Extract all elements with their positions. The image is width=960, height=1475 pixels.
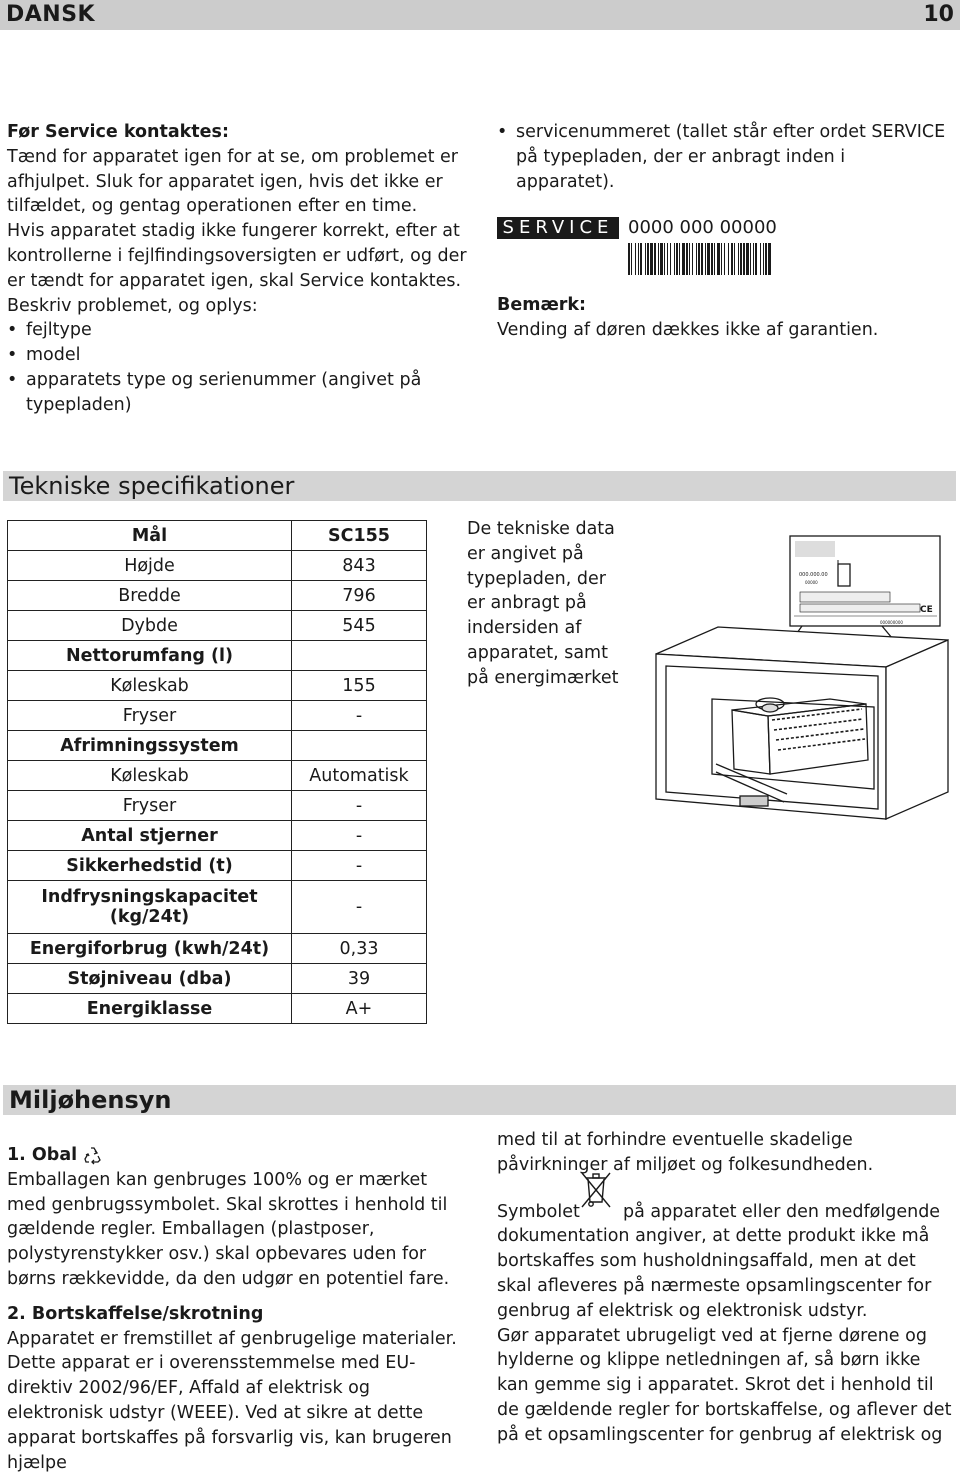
spec-row — [8, 761, 427, 791]
spec-value: 39 — [292, 964, 427, 994]
barcode-graphic — [628, 243, 774, 275]
packaging-text: Emballagen kan genbruges 100% og er mærket med genbrugssymbolet. Skal skrottes i henhold til gældende regler. Emballagen (plastposer, polystyrenstykker osv.) skal opbevares uden for børns rækkevidde, da den udgør en potentiel fare. — [7, 1169, 450, 1289]
note-text: Vending af døren dækkes ikke af garantien. — [497, 319, 879, 340]
info-item-type-serial: • apparatets type og serienummer (angivet på typepladen) — [7, 368, 467, 418]
info-item-service-number: • servicenummeret (tallet står efter ordet SERVICE på typepladen, der er anbragt inden i apparatet). — [497, 120, 947, 194]
spec-value: A+ — [292, 994, 427, 1024]
service-before-para3: Beskriv problemet, og oplys: — [7, 295, 258, 316]
spec-label: Energiklasse — [8, 994, 292, 1024]
spec-value: Automatisk — [292, 761, 427, 791]
spec-row — [8, 881, 427, 934]
spec-row — [8, 701, 427, 731]
packaging-heading-row — [7, 1143, 470, 1168]
symbol-word: Symbolet — [497, 1201, 580, 1222]
spec-row — [8, 521, 427, 551]
spec-value: - — [292, 851, 427, 881]
ce-mark: CE — [920, 605, 933, 615]
spec-row — [8, 611, 427, 641]
spec-side-text: De tekniske data er angivet på typepladen, der er anbragt på indersiden af apparatet, samt på energimærket — [467, 519, 619, 688]
info-item-model: • model — [7, 343, 467, 368]
tech-specs-header — [3, 471, 956, 501]
plate-number-1: 000.000.00 — [799, 572, 828, 578]
disposal-text: Apparatet er fremstillet af genbrugelige materialer. Dette apparat er i overensstemmelse med EU-direktiv 2002/96/EF, Affald af elektrisk og elektronisk udstyr (WEEE). Ved at sikre at dette apparat bortskaffes på forsvarlig vis, kan brugeren hjælpe — [7, 1328, 457, 1473]
plate-number-2: 00000 — [805, 580, 818, 585]
spec-label: Afrimningssystem — [8, 731, 292, 761]
service-label-box: SERVICE — [497, 217, 619, 239]
recycle-icon — [83, 1145, 103, 1165]
spec-label: Køleskab — [8, 761, 292, 791]
spec-row — [8, 641, 427, 671]
language-label: DANSK — [6, 2, 96, 27]
weee-text-2: på apparatet eller den medfølgende dokumentation angiver, at dette produkt ikke må bortskaffes som husholdningsaffald, men at det skal afleveres på nærmeste opsamlingscenter for genbrug af elektrisk og elektronisk udstyr. — [497, 1201, 941, 1321]
spec-row — [8, 821, 427, 851]
spec-label: Fryser — [8, 701, 292, 731]
spec-value: - — [292, 701, 427, 731]
spec-row — [8, 551, 427, 581]
spec-value: 843 — [292, 551, 427, 581]
note-heading: Bemærk: — [497, 295, 587, 315]
spec-table — [7, 520, 427, 1024]
spec-row — [8, 851, 427, 881]
service-before-section — [7, 120, 467, 418]
info-list — [7, 318, 467, 417]
spec-value — [292, 641, 427, 671]
spec-label: Højde — [8, 551, 292, 581]
environment-title: Miljøhensyn — [9, 1086, 172, 1114]
header-bar — [0, 0, 960, 30]
plate-number-3: 000000000 — [880, 620, 903, 625]
service-before-heading: Før Service kontaktes: — [7, 122, 229, 142]
appliance-illustration — [652, 524, 952, 820]
environment-left-column — [7, 1143, 470, 1475]
spec-value: - — [292, 791, 427, 821]
spec-row — [8, 581, 427, 611]
note-section — [497, 293, 947, 343]
service-before-para2: Hvis apparatet stadig ikke fungerer korrekt, efter at kontrollerne i fejlfindingsoversigten er udført, og der er tændt for apparatet igen, skal Service kontaktes. — [7, 221, 467, 291]
spec-value — [292, 731, 427, 761]
spec-row — [8, 671, 427, 701]
spec-value: 545 — [292, 611, 427, 641]
spec-row — [8, 994, 427, 1024]
spec-row — [8, 964, 427, 994]
weee-symbol-paragraph — [497, 1200, 952, 1324]
page-number: 10 — [923, 2, 954, 27]
spec-label: Dybde — [8, 611, 292, 641]
service-number: 0000 000 00000 — [628, 217, 777, 238]
weee-crossed-bin-icon — [579, 1170, 613, 1210]
packaging-heading: 1. Obal — [7, 1145, 78, 1165]
info-item-error-type: • fejltype — [7, 318, 467, 343]
spec-label: Fryser — [8, 791, 292, 821]
environment-right-column — [497, 1128, 952, 1448]
spec-label: Energiforbrug (kwh/24t) — [8, 934, 292, 964]
spec-row — [8, 791, 427, 821]
spec-label: Bredde — [8, 581, 292, 611]
spec-label: Mål — [8, 521, 292, 551]
weee-text-3: Gør apparatet ubrugeligt ved at fjerne dørene og hylderne og klippe netledningen af, så børn ikke kan gemme sig i apparatet. Skrot det i henhold til de gældende regler for bortskaffelse, og aflever det på et opsamlingscenter for genbrug af elektrisk og — [497, 1325, 952, 1445]
spec-row — [8, 731, 427, 761]
spec-value: 155 — [292, 671, 427, 701]
service-before-para1: Tænd for apparatet igen for at se, om problemet er afhjulpet. Sluk for apparatet igen, hvis det ikke er tilfældet, og gentag operationen efter en time. — [7, 146, 458, 217]
spec-value: SC155 — [292, 521, 427, 551]
weee-text-1: med til at forhindre eventuelle skadelige påvirkninger af miljøet og folkesundheden. — [497, 1130, 874, 1175]
spec-label: Antal stjerner — [8, 821, 292, 851]
environment-header — [3, 1085, 956, 1115]
spec-value: - — [292, 881, 427, 934]
spec-value: 0,33 — [292, 934, 427, 964]
spec-value: 796 — [292, 581, 427, 611]
service-number-section — [497, 120, 947, 194]
spec-value: - — [292, 821, 427, 851]
spec-row — [8, 934, 427, 964]
disposal-heading: 2. Bortskaffelse/skrotning — [7, 1303, 264, 1324]
spec-label: Nettorumfang (l) — [8, 641, 292, 671]
tech-specs-title: Tekniske specifikationer — [9, 472, 295, 500]
spec-label: Sikkerhedstid (t) — [8, 851, 292, 881]
spec-label: Støjniveau (dba) — [8, 964, 292, 994]
spec-label: Indfrysningskapacitet (kg/24t) — [8, 881, 292, 934]
spec-label: Køleskab — [8, 671, 292, 701]
